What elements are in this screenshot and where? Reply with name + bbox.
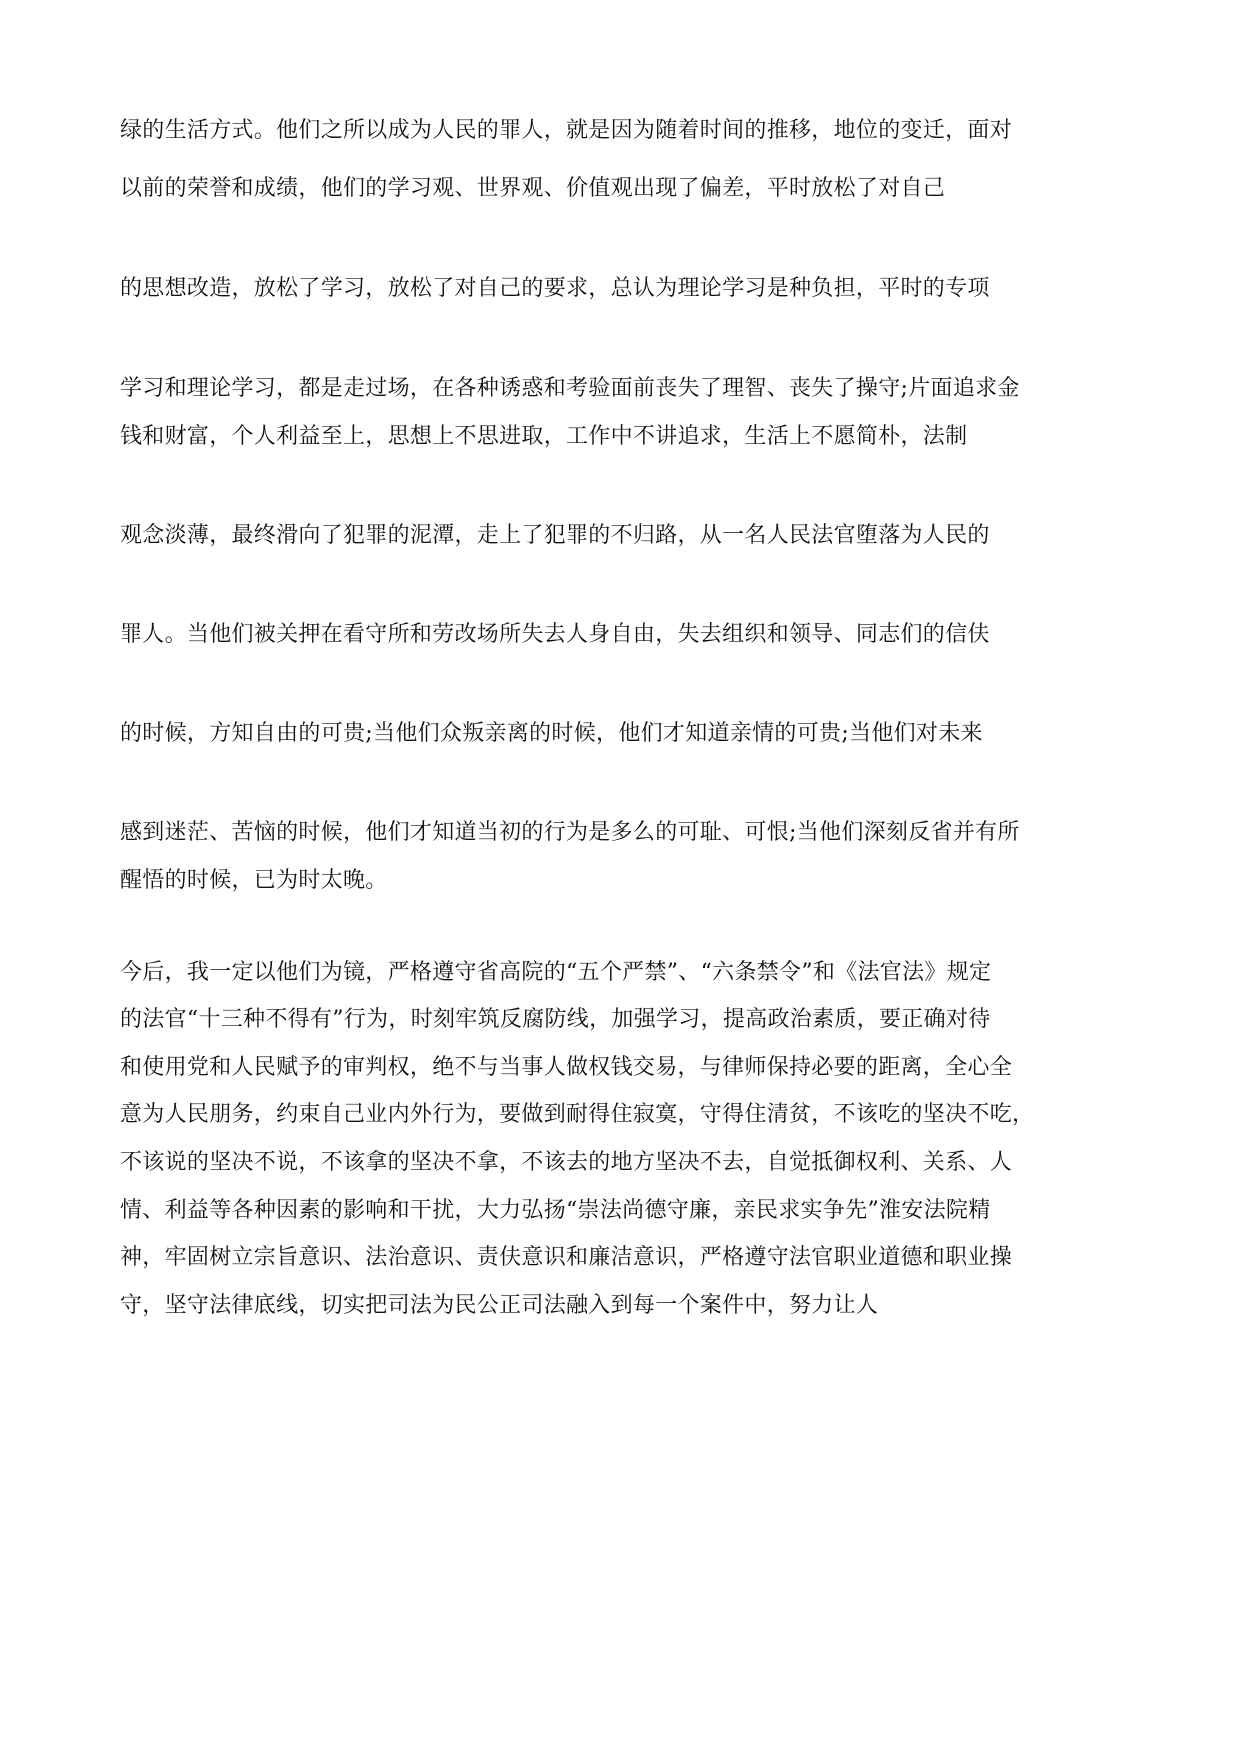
text-line: 的思想改造，放松了学习，放松了对自己的要求，总认为理论学习是种负担，平时的专项 bbox=[120, 276, 990, 301]
text-line: 的时候，方知自由的可贵;当他们众叛亲离的时候，他们才知道亲情的可贵;当他们对未来 bbox=[120, 721, 983, 746]
text-line: 绿的生活方式。他们之所以成为人民的罪人，就是因为随着时间的推移，地位的变迁，面对 bbox=[120, 118, 1013, 143]
text-line: 情、利益等各种因素的影响和干扰，大力弘扬“崇法尚德守廉，亲民求实争先”淮安法院精 bbox=[120, 1198, 991, 1223]
text-line: 和使用党和人民赋予的审判权，绝不与当事人做权钱交易，与律师保持必要的距离，全心全 bbox=[120, 1055, 1013, 1080]
text-line: 守，坚守法律底线，切实把司法为民公正司法融入到每一个案件中，努力让人 bbox=[120, 1293, 879, 1318]
text-line: 感到迷茫、苦恼的时候，他们才知道当初的行为是多么的可耻、可恨;当他们深刻反省并有所 bbox=[120, 820, 1020, 845]
text-line: 今后，我一定以他们为镜，严格遵守省高院的“五个严禁”、“六条禁令”和《法官法》规定 bbox=[120, 960, 992, 985]
text-line: 学习和理论学习，都是走过场，在各种诱惑和考验面前丧失了理智、丧失了操守;片面追求金 bbox=[120, 376, 1020, 401]
text-line: 醒悟的时候，已为时太晚。 bbox=[120, 868, 388, 893]
text-line: 意为人民朋务，约束自己业内外行为，要做到耐得住寂寞，守得住清贫，不该吃的坚决不吃， bbox=[120, 1102, 1035, 1127]
text-line: 罪人。当他们被关押在看守所和劳改场所失去人身自由，失去组织和领导、同志们的信伕 bbox=[120, 622, 990, 647]
text-line: 神，牢固树立宗旨意识、法治意识、责伕意识和廉洁意识，严格遵守法官职业道德和职业操 bbox=[120, 1245, 1013, 1270]
text-line: 观念淡薄，最终滑向了犯罪的泥潭，走上了犯罪的不归路，从一名人民法官堕落为人民的 bbox=[120, 523, 990, 548]
text-line: 以前的荣誉和成绩，他们的学习观、世界观、价值观出现了偏差，平时放松了对自己 bbox=[120, 176, 946, 201]
text-line: 不该说的坚决不说，不该拿的坚决不拿，不该去的地方坚决不去，自觉抵御权利、关系、人 bbox=[120, 1150, 1013, 1175]
text-line: 钱和财富，个人利益至上，思想上不思进取，工作中不讲追求，生活上不愿简朴，法制 bbox=[120, 424, 968, 449]
text-line: 的法官“十三种不得有”行为，时刻牢筑反腐防线，加强学习，提高政治素质，要正确对待 bbox=[120, 1007, 991, 1032]
